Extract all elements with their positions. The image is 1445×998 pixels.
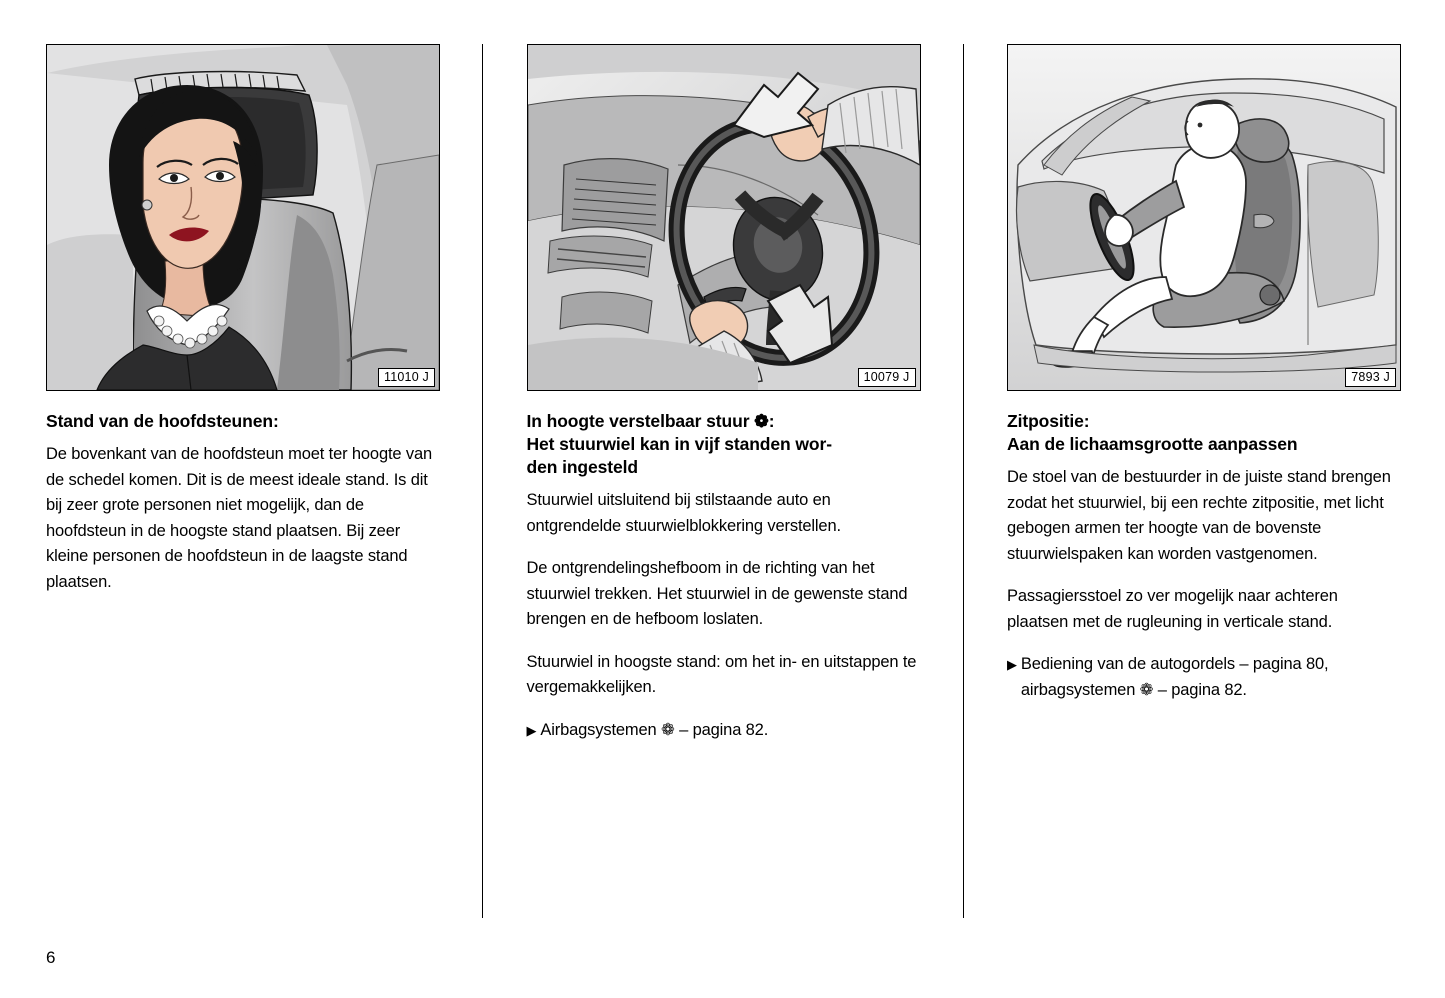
figure-id-3: 7893 J bbox=[1345, 368, 1396, 387]
paragraph-steering-2: De ontgrendelingshefboom in de richting van het stuurwiel trekken. Het stuurwiel in de gewenste stand brengen en de hefboom loslaten. bbox=[526, 559, 908, 628]
figure-steering bbox=[527, 44, 921, 391]
page-number: 6 bbox=[46, 948, 56, 967]
cross-reference-seating-text: Bediening van de autogordels – pagina 80, airbagsystemen ❁ – pagina 82. bbox=[1020, 655, 1329, 699]
paragraph-headrest-1: De bovenkant van de hoofdsteun moet ter hoogte van de schedel komen. Dit is de meest ideale stand. Is dit bij zeer grote personen niet mogelijk, dan de hoofdsteun in de hoogste stand plaatsen. Bij zeer kleine personen de hoofdsteun in de laagste stand plaatsen. bbox=[46, 445, 433, 591]
column-divider-1 bbox=[438, 44, 527, 924]
paragraph-steering-3: Stuurwiel in hoogste stand: om het in- en uitstappen te vergemakkelijken. bbox=[526, 652, 917, 696]
figure-seating bbox=[1007, 44, 1401, 391]
page-columns bbox=[46, 44, 1399, 924]
heading-steering-line3: den ingesteld bbox=[526, 457, 638, 477]
cross-reference-seating bbox=[1007, 652, 1399, 703]
heading-seating bbox=[1007, 410, 1399, 456]
column-seating bbox=[1007, 44, 1399, 924]
figure-headrest bbox=[46, 44, 440, 391]
heading-steering-line2: Het stuurwiel kan in vijf standen wor- bbox=[526, 434, 832, 454]
triangle-right-icon: ▶ bbox=[526, 722, 537, 738]
figure-id-2: 10079 J bbox=[858, 368, 916, 387]
paragraph-seating-2: Passagiersstoel zo ver mogelijk naar achteren plaatsen met de rugleuning in verticale stand. bbox=[1007, 587, 1338, 631]
heading-seating-line2: Aan de lichaamsgrootte aanpassen bbox=[1007, 434, 1298, 454]
triangle-right-icon: ▶ bbox=[1007, 657, 1017, 672]
cross-reference-steering-text: Airbagsystemen ❁ – pagina 82. bbox=[540, 720, 769, 739]
heading-steering bbox=[527, 410, 919, 479]
column-divider-2 bbox=[919, 44, 1008, 924]
paragraph-steering-1: Stuurwiel uitsluitend bij stilstaande auto en ontgrendelde stuurwielblokkering verstellen. bbox=[526, 491, 841, 535]
column-steering bbox=[527, 44, 919, 924]
column-headrest bbox=[46, 44, 438, 924]
paragraph-seating-1: De stoel van de bestuurder in de juiste stand brengen zodat het stuurwiel, bij een rechte zitpositie, met licht gebogen armen ter hoogte van de bovenste stuurwielspaken kan worden vastgenomen. bbox=[1007, 468, 1391, 563]
cross-reference-steering bbox=[527, 718, 919, 744]
heading-steering-line1: In hoogte verstelbaar stuur ❁: bbox=[526, 411, 775, 431]
figure-id-1: 11010 J bbox=[378, 368, 435, 387]
heading-seating-line1: Zitpositie: bbox=[1007, 411, 1090, 431]
heading-headrest: Stand van de hoofdsteunen: bbox=[46, 411, 279, 431]
